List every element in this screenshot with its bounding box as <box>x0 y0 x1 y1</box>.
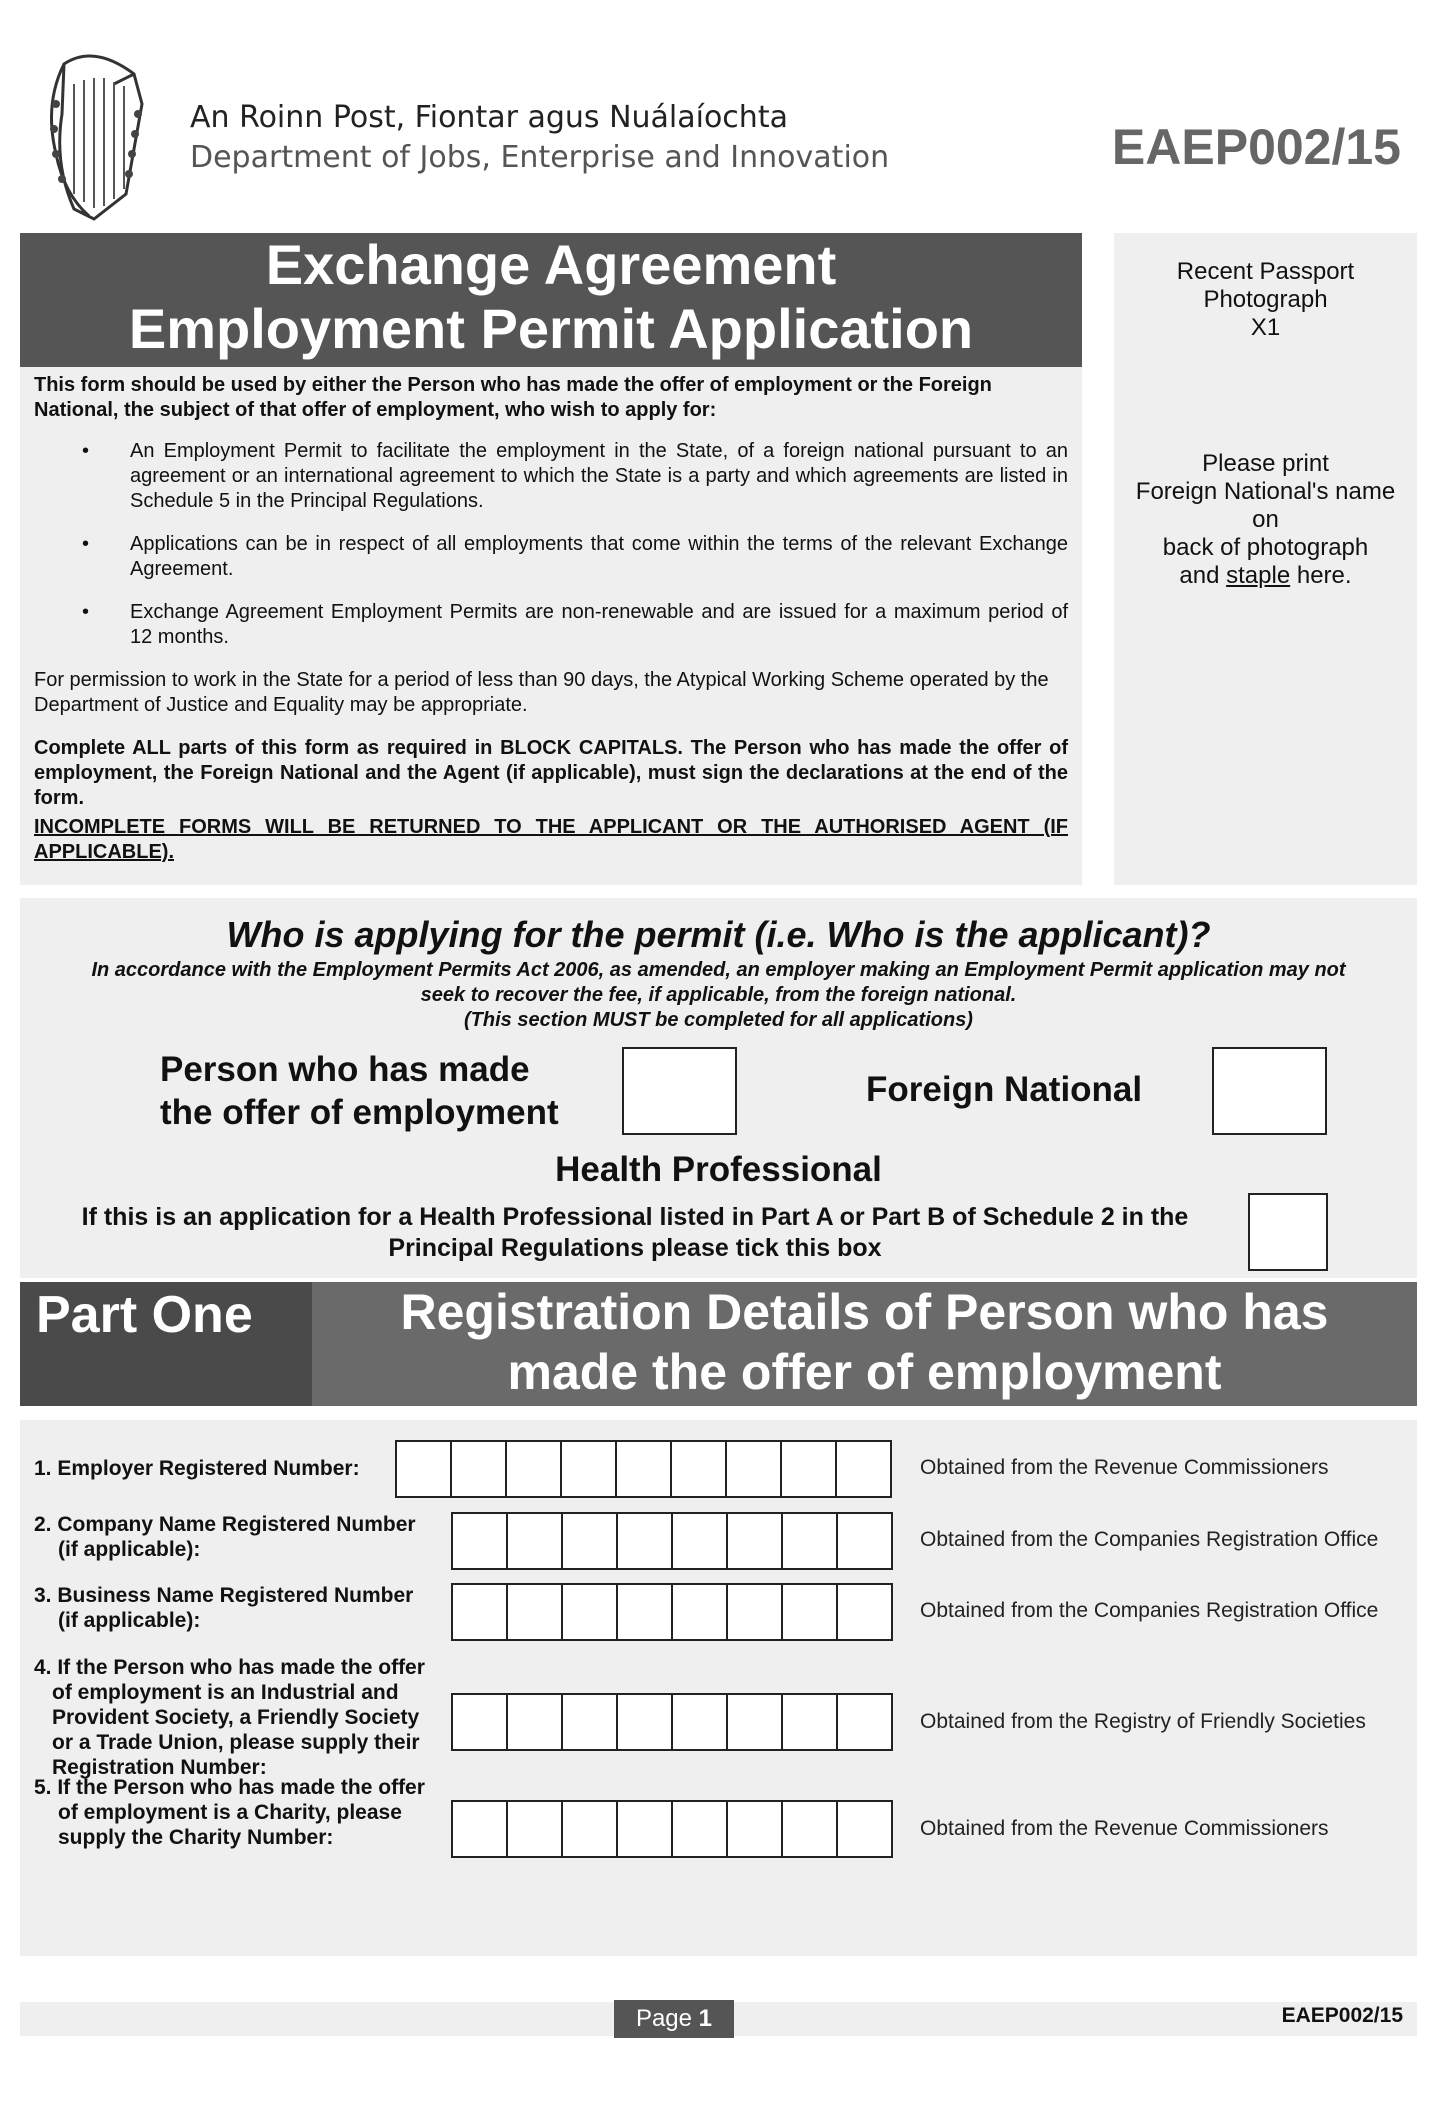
digit-cell[interactable] <box>506 1800 563 1858</box>
bullet-icon: • <box>82 601 90 623</box>
field-source: Obtained from the Revenue Commissioners <box>920 1456 1329 1479</box>
form-title-line-1: Exchange Agreement <box>265 233 837 296</box>
digit-cell[interactable] <box>836 1583 893 1641</box>
health-professional-text: If this is an application for a Health Professional listed in Part A or Part B of Schedule 2 in the Principal Regulations please tick this box <box>81 1203 1189 1262</box>
health-professional-heading: Health Professional <box>555 1150 882 1189</box>
digit-cell[interactable] <box>560 1440 617 1498</box>
digit-cell[interactable] <box>835 1440 892 1498</box>
complete-instructions: Complete ALL parts of this form as required in BLOCK CAPITALS. The Person who has made the offer of employment, the Foreign National and the Agent (if applicable), must sign the declarations at the end of the form. <box>34 737 1068 809</box>
employer-number-input[interactable] <box>395 1440 890 1498</box>
digit-cell[interactable] <box>836 1693 893 1751</box>
digit-cell[interactable] <box>615 1440 672 1498</box>
digit-cell[interactable] <box>671 1583 728 1641</box>
bullet-icon: • <box>82 533 90 555</box>
field-source: Obtained from the Registry of Friendly Societies <box>920 1710 1366 1733</box>
field-label-company-number: 2. Company Name Registered Number (if applicable): <box>34 1513 416 1561</box>
photo-instructions: Please print Foreign National's name on back of photograph and staple here. <box>1135 450 1396 589</box>
field-label-society-number: 4. If the Person who has made the offer of employment is an Industrial and Provident Society, a Friendly Society or a Trade Union, please supply their Registration Number: <box>34 1656 425 1779</box>
digit-cell[interactable] <box>506 1583 563 1641</box>
health-professional-checkbox[interactable] <box>1248 1193 1328 1271</box>
foreign-national-checkbox[interactable] <box>1212 1047 1327 1135</box>
intro-lead: This form should be used by either the Person who has made the offer of employment or the Foreign National, the subject of that offer of employment, who wish to apply for: <box>34 374 992 421</box>
digit-cell[interactable] <box>781 1800 838 1858</box>
field-source: Obtained from the Revenue Commissioners <box>920 1817 1329 1840</box>
digit-cell[interactable] <box>506 1693 563 1751</box>
incomplete-warning: INCOMPLETE FORMS WILL BE RETURNED TO THE APPLICANT OR THE AUTHORISED AGENT (IF APPLICABLE). <box>34 816 1068 863</box>
digit-cell[interactable] <box>726 1583 783 1641</box>
bullet-icon: • <box>82 440 90 462</box>
digit-cell[interactable] <box>616 1512 673 1570</box>
digit-cell[interactable] <box>451 1693 508 1751</box>
digit-cell[interactable] <box>836 1512 893 1570</box>
option-foreign-national-label: Foreign National <box>866 1070 1143 1109</box>
society-number-input[interactable] <box>451 1693 891 1751</box>
digit-cell[interactable] <box>616 1693 673 1751</box>
field-label-business-number: 3. Business Name Registered Number (if applicable): <box>34 1584 414 1632</box>
form-code: EAEP002/15 <box>1111 119 1401 175</box>
part-one-label: Part One <box>20 1282 312 1406</box>
field-source: Obtained from the Companies Registration Office <box>920 1528 1379 1551</box>
company-number-input[interactable] <box>451 1512 891 1570</box>
intro-bullets <box>34 439 1068 650</box>
digit-cell[interactable] <box>561 1583 618 1641</box>
digit-cell[interactable] <box>781 1512 838 1570</box>
list-item: • Applications can be in respect of all employments that come within the terms of the relevant Exchange Agreement. <box>82 533 1068 580</box>
intro-text <box>34 373 1068 865</box>
digit-cell[interactable] <box>395 1440 452 1498</box>
field-source: Obtained from the Companies Registration Office <box>920 1599 1379 1622</box>
field-label-employer-number: 1. Employer Registered Number: <box>34 1457 360 1480</box>
applicant-heading: Who is applying for the permit (i.e. Who is the applicant)? <box>226 914 1211 955</box>
option-employer-label: Person who has made the offer of employment <box>160 1050 559 1132</box>
form-title-line-2: Employment Permit Application <box>128 297 974 360</box>
department-irish: An Roinn Post, Fiontar agus Nuálaíochta <box>190 100 788 135</box>
harp-icon <box>34 44 152 224</box>
digit-cell[interactable] <box>616 1583 673 1641</box>
photo-requirement: Recent Passport Photograph X1 <box>1176 258 1355 341</box>
charity-number-input[interactable] <box>451 1800 891 1858</box>
list-item: • An Employment Permit to facilitate the employment in the State, of a foreign national pursuant to an agreement or an international agreement to which the State is a party and which agreements are listed in Schedule 5 in the Principal Regulations. <box>82 440 1068 512</box>
digit-cell[interactable] <box>505 1440 562 1498</box>
page-number: Page 1 <box>614 2000 734 2038</box>
form-title <box>20 233 1082 367</box>
list-item: • Exchange Agreement Employment Permits are non-renewable and are issued for a maximum period of 12 months. <box>82 601 1068 648</box>
digit-cell[interactable] <box>671 1800 728 1858</box>
digit-cell[interactable] <box>561 1800 618 1858</box>
digit-cell[interactable] <box>561 1693 618 1751</box>
digit-cell[interactable] <box>836 1800 893 1858</box>
field-label-charity-number: 5. If the Person who has made the offer of employment is a Charity, please supply the Charity Number: <box>34 1776 425 1849</box>
digit-cell[interactable] <box>726 1693 783 1751</box>
footer-form-code: EAEP002/15 <box>1281 2004 1403 2027</box>
business-number-input[interactable] <box>451 1583 891 1641</box>
digit-cell[interactable] <box>781 1693 838 1751</box>
digit-cell[interactable] <box>451 1800 508 1858</box>
atypical-note: For permission to work in the State for a period of less than 90 days, the Atypical Working Scheme operated by the Department of Justice and Equality may be appropriate. <box>34 669 1049 716</box>
digit-cell[interactable] <box>726 1512 783 1570</box>
digit-cell[interactable] <box>726 1800 783 1858</box>
part-one-title: Registration Details of Person who has made the offer of employment <box>312 1282 1417 1406</box>
digit-cell[interactable] <box>450 1440 507 1498</box>
digit-cell[interactable] <box>451 1583 508 1641</box>
digit-cell[interactable] <box>506 1512 563 1570</box>
department-english: Department of Jobs, Enterprise and Innovation <box>190 140 890 175</box>
digit-cell[interactable] <box>670 1440 727 1498</box>
digit-cell[interactable] <box>451 1512 508 1570</box>
digit-cell[interactable] <box>671 1512 728 1570</box>
digit-cell[interactable] <box>616 1800 673 1858</box>
digit-cell[interactable] <box>725 1440 782 1498</box>
employer-checkbox[interactable] <box>622 1047 737 1135</box>
digit-cell[interactable] <box>780 1440 837 1498</box>
digit-cell[interactable] <box>671 1693 728 1751</box>
digit-cell[interactable] <box>781 1583 838 1641</box>
digit-cell[interactable] <box>561 1512 618 1570</box>
applicant-subtext: In accordance with the Employment Permits Act 2006, as amended, an employer making an Employment Permit application may not seek to recover the fee, if applicable, from the foreign national. (This section MUST be completed for all applications) <box>91 959 1346 1031</box>
